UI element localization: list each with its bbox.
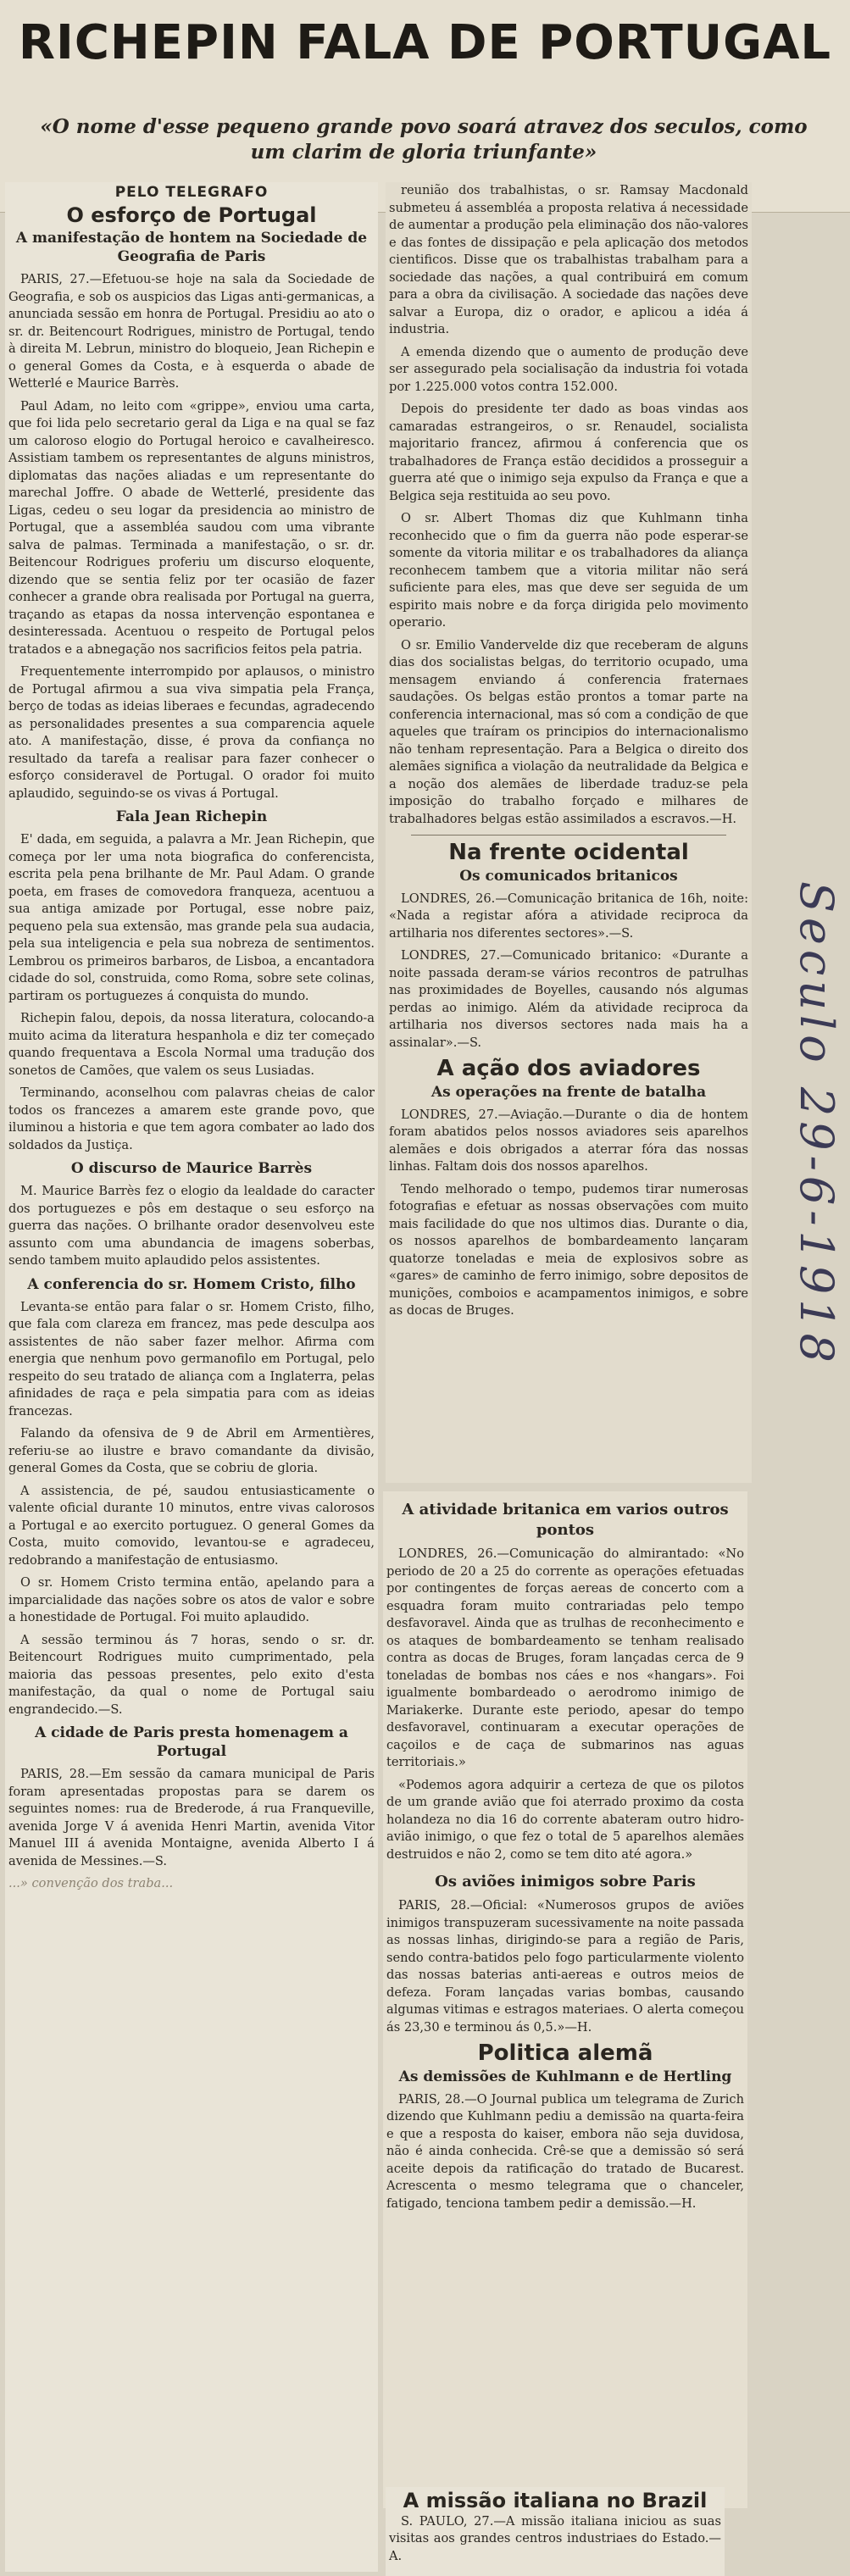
subsection-heading: Fala Jean Richepin — [115, 808, 268, 825]
paragraph: O sr. Albert Thomas diz que Kuhlmann tinha reconhecido que o fim da guerra não pode esperar-se somente da vitoria militar e os trabalhadores da aliança reconhecem tambem que a vitoria militar não será suficiente para eles, mas que deve ser seguida de um espirito mais nobre e da força dirigida pelo movimento operario. — [389, 511, 748, 630]
paragraph: M. Maurice Barrès fez o elogio da lealdade do caracter dos portuguezes e pôs em destaque o seu esforço na guerra das nações. O brilhante orador desenvolveu este assunto com uma abundancia de imagens soberbas, sendo tambem muito aplaudido pelos assistentes. — [8, 1184, 375, 1268]
section-subtitle: Os comunicados britanicos — [459, 867, 678, 885]
paragraph: O sr. Homem Cristo termina então, apelando para a imparcialidade das nações sobre os atos de valor e sobre a honestidade de Portugal. Foi muito aplaudido. — [8, 1575, 375, 1624]
masthead — [0, 0, 850, 213]
paragraph: Frequentemente interrompido por aplausos, o ministro de Portugal afirmou a sua viva simpatia pela França, berço de todas as ideias liberaes e fecundas, agradecendo as personalidades presentes a sua comparencia aquele ato. A manifestação, disse, é prova da confiança no resultado da tarefa a realisar para fazer conhecer o esforço consideravel de Portugal. O orador foi muito aplaudido, seguindo-se os vivas á Portugal. — [8, 664, 375, 801]
section-subtitle: As operações na frente de batalha — [431, 1083, 707, 1101]
article-title: O esforço de Portugal — [66, 203, 317, 227]
section-title: A missão italiana no Brazil — [403, 2489, 708, 2512]
right-column-lower — [383, 1491, 747, 2512]
subsection-heading: A conferencia do sr. Homem Cristo, filho — [27, 1275, 356, 1293]
subsection-heading: O discurso de Maurice Barrès — [70, 1160, 313, 1177]
article-deck: A manifestação de hontem na Sociedade de Geografia de Paris — [15, 230, 368, 265]
paragraph: PARIS, 28.—Em sessão da camara municipal de Paris foram apresentadas propostas para se darem os seguintes nomes: rua de Brederode, á rua Franqueville, avenida Jorge V á avenida Henri Martin, avenida Vitor Manuel III á avenida Montaigne, avenida Alberto I á avenida de Messines.—S. — [8, 1767, 375, 1868]
headline: RICHEPIN FALA DE PORTUGAL — [18, 15, 832, 70]
section-title: Os aviões inimigos sobre Paris — [435, 1873, 696, 1890]
subsection-heading: A cidade de Paris presta homenagem a Portugal — [35, 1724, 348, 1760]
paragraph: Falando da ofensiva de 9 de Abril em Armentières, referiu-se ao ilustre e bravo comandante da divisão, general Gomes da Costa, que se cobriu de gloria. — [8, 1426, 375, 1475]
paragraph: Depois do presidente ter dado as boas vindas aos camaradas estrangeiros, o sr. Renaudel, socialista majoritario francez, afirmou á conferencia que os trabalhadores de França estão decididos a prosseguir a guerra até que o inimigo seja expulso da França e que a Belgica seja restituida ao seu povo. — [389, 402, 748, 503]
paragraph: reunião dos trabalhistas, o sr. Ramsay Macdonald submeteu á assembléa a proposta relativa á necessidade de aumentar a produção pela eliminação dos não-valores e das fontes de dissipação e pela aplicação dos metodos cientificos. Disse que os trabalhistas trabalham para a sociedade das nações, a qual contribuirá em comum para a obra da civilisação. A sociedade das nações deve salvar a Europa, diz o orador, e aplicou a idéa á industria. — [389, 183, 748, 336]
section-subtitle: As demissões de Kuhlmann e de Hertling — [398, 2068, 732, 2085]
section-title: Na frente ocidental — [448, 840, 689, 865]
paragraph: Levanta-se então para falar o sr. Homem Cristo, filho, que fala com clareza em francez, mas pede desculpa aos assistentes de não saber fazer melhor. Afirma com energia que nenhum povo germanofilo em Portugal, pelo respeito do seu tratado de aliança com a Inglaterra, pelas afinidades de raça e pela simpatia para com as ideias francezas. — [8, 1299, 375, 1418]
section-title: A ação dos aviadores — [436, 1056, 701, 1081]
paragraph: A sessão terminou ás 7 horas, sendo o sr. dr. Beitencourt Rodrigues muito cumprimentado, pela maioria das pessoas presentes, pelo exito d'esta manifestação, da qual o nome de Portugal saiu engrandecido.—S. — [8, 1632, 375, 1717]
left-column — [5, 182, 378, 2572]
section-kicker: PELO TELEGRAFO — [114, 184, 269, 201]
paragraph: Terminando, aconselhou com palavras cheias de calor todos os francezes a amarem este grande povo, que iluminou a historia e que tem agora combater ao lado dos soldados da Justiça. — [8, 1085, 375, 1152]
paragraph: Richepin falou, depois, da nossa literatura, colocando-a muito acima da literatura hespanhola e diz ter começado quando frequentava a Escola Normal uma tradução dos sonetos de Camões, que valem os seus Lusiadas. — [8, 1011, 375, 1078]
divider — [411, 835, 726, 836]
cut-off-heading: ...» convenção dos traba... — [8, 1876, 174, 1890]
subheadline: «O nome d'esse pequeno grande povo soará atravez dos seculos, como um clarim de gloria triunfante» — [40, 115, 808, 164]
paragraph: S. PAULO, 27.—A missão italiana iniciou as suas visitas aos grandes centros industriaes do Estado.—A. — [389, 2513, 721, 2563]
paragraph: LONDRES, 27.—Comunicado britanico: «Durante a noite passada deram-se vários recontros de patrulhas nas proximidades de Boyelles, causando nós algumas perdas ao inimigo. Além da atividade reciproca da artilharia nos diversos sectores nada mais ha a assinalar».—S. — [389, 948, 748, 1050]
paragraph: LONDRES, 26.—Comunicação britanica de 16h, noite: «Nada a registar afóra a atividade reciproca da artilharia nos diferentes sectores».—S. — [389, 891, 748, 941]
section-title: Politica alemã — [477, 2040, 653, 2066]
paragraph: LONDRES, 26.—Comunicação do almirantado: «No periodo de 20 a 25 do corrente as operações efetuadas por contingentes de forças aereas de concerto com a esquadra foram muito contrariadas pelo tempo desfavoravel. Ainda que as trulhas de reconhecimento e os ataques de bombardeamento se tenham realisado contra as docas de Bruges, foram lançadas cerca de 9 toneladas de bombas nos cáes e nos «hangars». Foi igualmente bombardeado o aerodromo inimigo de Mariakerke. Durante este periodo, apesar do tempo desfavoravel, continuaram a executar operações de caçoilos e de caça de submarinos nas aguas territoriais.» — [386, 1546, 744, 1769]
paragraph: E' dada, em seguida, a palavra a Mr. Jean Richepin, que começa por ler uma nota biografica do conferencista, escrita pela pena brilhante de Mr. Paul Adam. O grande poeta, em frases de comovedora franqueza, acentuou a sua antiga amizade por Portugal, esse nobre paiz, pequeno pela sua extensão, mas grande pela sua audacia, pela sua inteligencia e pela sua nobreza de sentimentos. Lembrou os primeiros barbaros, de Lisboa, a encantadora cidade do sol, construida, como Roma, sobre sete colinas, partiram os portuguezes á conquista do mundo. — [8, 832, 375, 1003]
right-column — [386, 182, 752, 1483]
right-column-bottom — [386, 2487, 725, 2576]
paragraph: Paul Adam, no leito com «grippe», enviou uma carta, que foi lida pelo secretario geral da Liga e na qual se faz um caloroso elogio do Portugal heroico e cavalheiresco. Assistiam tambem os representantes de alguns ministros, diplomatas das nações aliadas e um representante do marechal Joffre. O abade de Wetterlé, presidente das Ligas, cedeu o seu logar da presidencia ao ministro de Portugal, que a assembléa saudou com uma vibrante salva de palmas. Terminada a manifestação, o sr. dr. Beitencour Rodrigues proferiu um discurso eloquente, dizendo que se sentia feliz por ter ocasião de fazer conhecer a grande obra realisada por Portugal na guerra, traçando as etapas da nossa intervenção espontanea e desinteressada. Acentuou o respeito de Portugal pelos tratados e a abnegação nos sacrificios feitos pela patria. — [8, 398, 375, 657]
paragraph: «Podemos agora adquirir a certeza de que os pilotos de um grande avião que foi aterrado proximo da costa holandeza no dia 16 do corrente abateram outro hidro-avião inimigo, o que fez o total de 5 aparelhos alemães destruidos e não 2, como se tem dito até agora.» — [386, 1777, 744, 1862]
paragraph: PARIS, 28.—O Journal publica um telegrama de Zurich dizendo que Kuhlmann pediu a demissão na quarta-feira e que a resposta do kaiser, embora não seja duvidosa, não é ainda conhecida. Crê-se que a demissão só será aceite depois da ratificação do tratado de Bucarest. Acrescenta o mesmo telegrama que o chanceler, fatigado, tenciona tambem pedir a demissão.—H. — [386, 2091, 744, 2211]
paragraph: LONDRES, 27.—Aviação.—Durante o dia de hontem foram abatidos pelos nossos aviadores seis aparelhos alemães e dois obrigados a aterrar fóra das nossas linhas. Faltam dois dos nossos aparelhos. — [389, 1107, 748, 1174]
paragraph: PARIS, 27.—Efetuou-se hoje na sala da Sociedade de Geografia, e sob os auspicios das Ligas anti-germanicas, a anunciada sessão em honra de Portugal. Presidiu ao ato o sr. dr. Beitencourt Rodrigues, ministro de Portugal, tendo à direita M. Lebrun, ministro do bloqueio, Jean Richepin e o general Gomes da Costa, e à esquerda o abade de Wetterlé e Maurice Barrès. — [8, 272, 375, 391]
paragraph: A assistencia, de pé, saudou entusiasticamente o valente oficial durante 10 minutos, entre vivas calorosos a Portugal e ao exercito portuguez. O general Gomes da Costa, muito comovido, levantou-se e agradeceu, redobrando a manifestação de entusiasmo. — [8, 1483, 375, 1568]
paragraph: O sr. Emilio Vandervelde diz que receberam de alguns dias dos socialistas belgas, do territorio ocupado, uma mensagem enviando á conferencia fraternaes saudações. Os belgas estão prontos a tomar parte na conferencia internacional, mas só com a condição de que aqueles que traíram os principios do internacionalismo não tenham representação. Para a Belgica o direito dos alemães significa a violação da neutralidade da Belgica e a noção dos alemães de liberdade traduz-se pela imposição do trabalho forçado e milhares de trabalhadores belgas estão assimilados a escravos.—H. — [389, 637, 748, 826]
paragraph: PARIS, 28.—Oficial: «Numerosos grupos de aviões inimigos transpuzeram sucessivamente na noite passada as nossas linhas, dirigindo-se para a região de Paris, sendo contra-batidos pelo fogo particularmente violento das nossas baterias anti-aereas e outros meios de defeza. Foram lançadas varias bombas, causando algumas vitimas e estragos materiaes. O alerta começou ás 23,30 e terminou ás 0,5.»—H. — [386, 1898, 744, 2035]
section-title: A atividade britanica em varios outros pontos — [402, 1501, 729, 1539]
paragraph: A emenda dizendo que o aumento de produção deve ser assegurado pela socialisação da industria foi votada por 1.225.000 votos contra 152.000. — [389, 344, 748, 394]
paragraph: Tendo melhorado o tempo, pudemos tirar numerosas fotografias e efetuar as nossas observações com muito mais facilidade do que nos ultimos dias. Durante o dia, os nossos aparelhos de bombardeamento lançaram quatorze toneladas e meia de explosivos sobre as «gares» de caminho de ferro inimigo, sobre depositos de munições, comboios e acampamentos inimigos, e sobre as docas de Bruges. — [389, 1181, 748, 1318]
handwritten-date-annotation: Seculo 29-6-1918 — [790, 881, 843, 1368]
